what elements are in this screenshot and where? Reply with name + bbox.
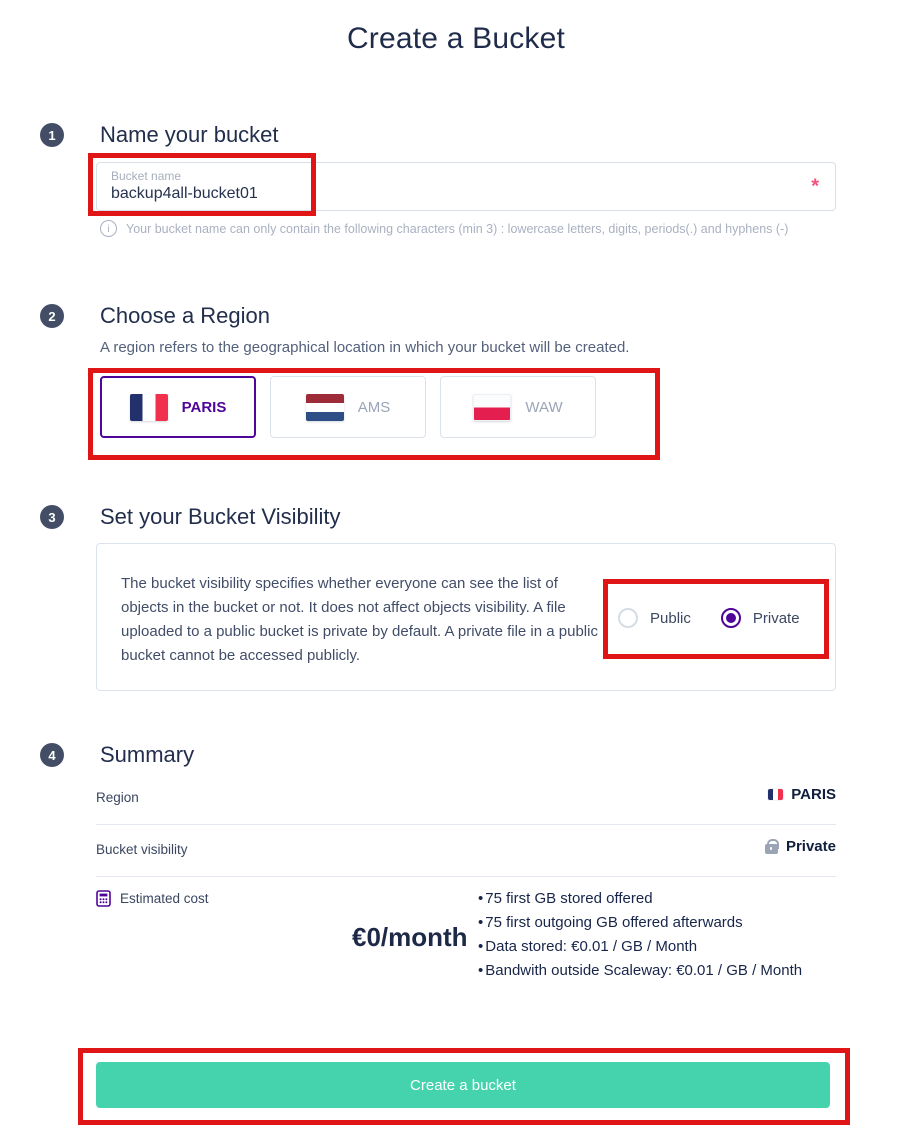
region-card-ams[interactable] [270,376,426,438]
region-description: A region refers to the geographical location in which your bucket will be created. [100,339,630,356]
radio-public-icon[interactable] [618,608,638,628]
region-card-label: AMS [357,398,391,416]
summary-cost-label: Estimated cost [120,891,209,906]
region-card-label: WAW [525,398,563,416]
flag-france-icon [768,789,783,800]
step4-header [40,742,194,768]
region-card-label: PARIS [181,398,227,416]
summary-region-value-text: PARIS [791,786,836,803]
bucket-name-field-label: Bucket name [111,169,182,183]
summary-visibility-value [96,838,836,855]
radio-public-label[interactable]: Public [650,609,691,627]
visibility-radio-row [618,608,800,628]
cost-bullet: • 75 first GB stored offered [478,887,802,911]
visibility-panel [96,543,836,691]
step2-number-badge: 2 [40,304,64,328]
step3-number-badge: 3 [40,505,64,529]
radio-public[interactable] [618,608,691,628]
page-title: Create a Bucket [346,22,566,55]
region-card-list [100,376,596,438]
summary-divider [96,876,836,877]
step4-number-badge: 4 [40,743,64,767]
step2-header [40,303,270,329]
step1-header [40,122,279,148]
step1-heading: Name your bucket [100,122,279,147]
summary-cost-label-row [96,890,209,907]
step4-heading: Summary [100,742,195,767]
step1-number-badge: 1 [40,123,64,147]
bucket-name-helper [100,220,788,237]
cost-bullet: • 75 first outgoing GB offered afterwards [478,911,802,935]
cost-bullet: • Bandwith outside Scaleway: €0.01 / GB / Month [478,959,802,983]
summary-region-label: Region [96,790,139,805]
summary-visibility-label: Bucket visibility [96,842,188,857]
step2-heading: Choose a Region [100,303,271,328]
radio-private[interactable] [721,608,800,628]
flag-netherlands-icon [306,394,344,421]
bucket-name-input[interactable] [111,185,671,203]
summary-visibility-value-text: Private [785,838,836,855]
step3-header [40,504,340,530]
calculator-icon [96,890,112,907]
radio-private-label[interactable]: Private [752,609,800,627]
lock-icon [765,844,778,854]
region-card-waw[interactable] [440,376,596,438]
region-card-paris[interactable] [100,376,256,438]
summary-region-value [96,786,836,803]
info-icon: i [100,220,117,237]
cost-bullet: • Data stored: €0.01 / GB / Month [478,935,802,959]
summary-cost-bullet-list [478,887,802,983]
visibility-description: The bucket visibility specifies whether everyone can see the list of objects in the bucket or not. It does not affect objects visibility. A file uploaded to a public bucket is private by default. A private file in a public bucket cannot be accessed publicly. [121,575,598,664]
summary-cost-value: €0/month [352,922,468,952]
step3-heading: Set your Bucket Visibility [100,504,341,529]
radio-private-icon[interactable] [721,608,741,628]
flag-poland-icon [473,394,511,421]
required-asterisk-icon: * [811,175,819,197]
bucket-name-helper-text: Your bucket name can only contain the following characters (min 3) : lowercase letters, digits, periods(.) and hyphens (-) [126,221,789,236]
create-bucket-button[interactable]: Create a bucket [96,1062,830,1108]
summary-divider [96,824,836,825]
flag-france-icon [130,394,168,421]
bucket-name-field[interactable] [96,162,836,211]
